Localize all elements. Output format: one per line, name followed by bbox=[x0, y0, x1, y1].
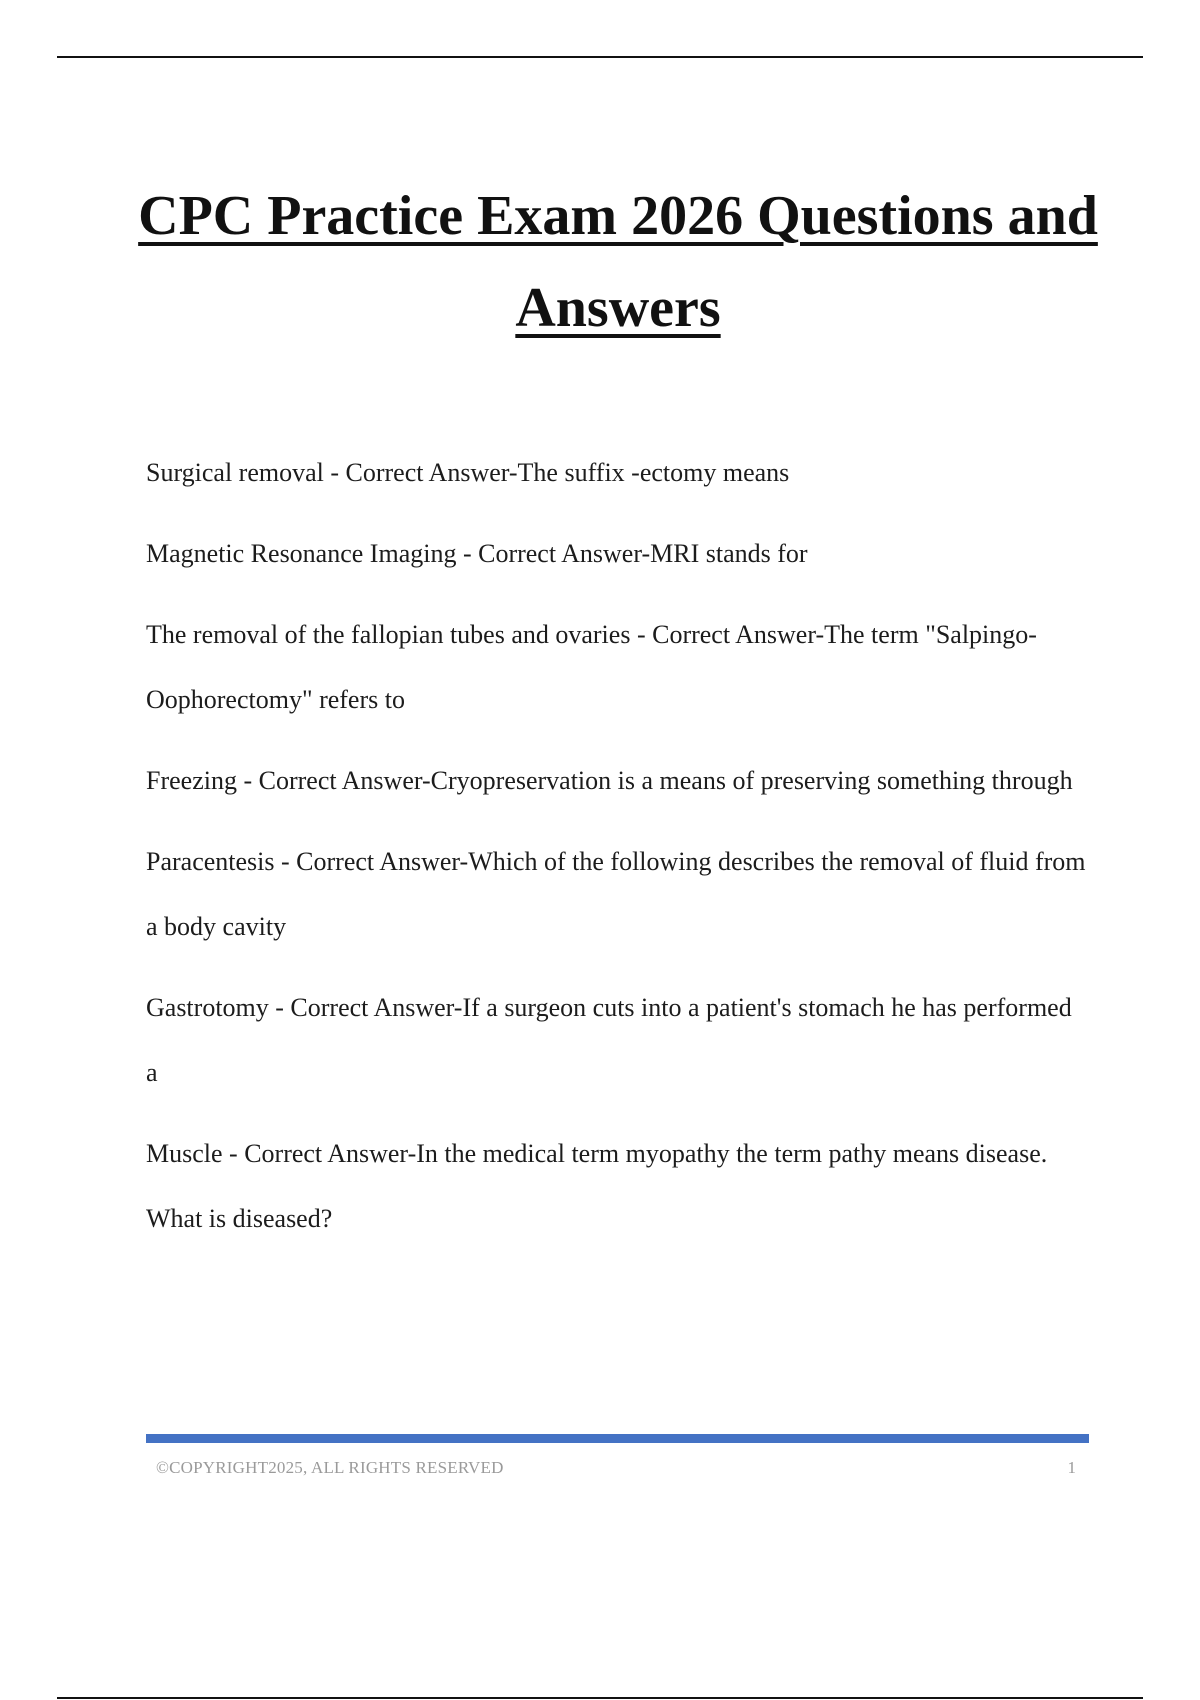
qa-item-surgical-removal: Surgical removal - Correct Answer-The suffix -ectomy means bbox=[146, 458, 790, 487]
footer-accent-bar bbox=[146, 1434, 1089, 1443]
top-page-rule bbox=[57, 56, 1143, 58]
footer-copyright: ©COPYRIGHT2025, ALL RIGHTS RESERVED bbox=[156, 1458, 504, 1477]
qa-item-mri: Magnetic Resonance Imaging - Correct Answer-MRI stands for bbox=[146, 539, 808, 568]
page-number: 1 bbox=[1067, 1458, 1076, 1477]
qa-item-salpingo-oophorectomy: The removal of the fallopian tubes and ovaries - Correct Answer-The term "Salpingo-Oophorectomy" refers to bbox=[146, 620, 1037, 714]
qa-item-paracentesis: Paracentesis - Correct Answer-Which of the following describes the removal of fluid from a body cavity bbox=[146, 847, 1086, 941]
page-title-text: CPC Practice Exam 2026 Questions and Answers bbox=[138, 185, 1098, 339]
qa-list bbox=[146, 440, 1086, 1267]
page-title bbox=[100, 170, 1136, 354]
qa-item-freezing: Freezing - Correct Answer-Cryopreservation is a means of preserving something through bbox=[146, 766, 1073, 795]
qa-item-gastrotomy: Gastrotomy - Correct Answer-If a surgeon cuts into a patient's stomach he has performed a bbox=[146, 993, 1072, 1087]
qa-item-muscle: Muscle - Correct Answer-In the medical term myopathy the term pathy means disease. What is diseased? bbox=[146, 1139, 1048, 1233]
bottom-page-rule bbox=[57, 1697, 1143, 1699]
